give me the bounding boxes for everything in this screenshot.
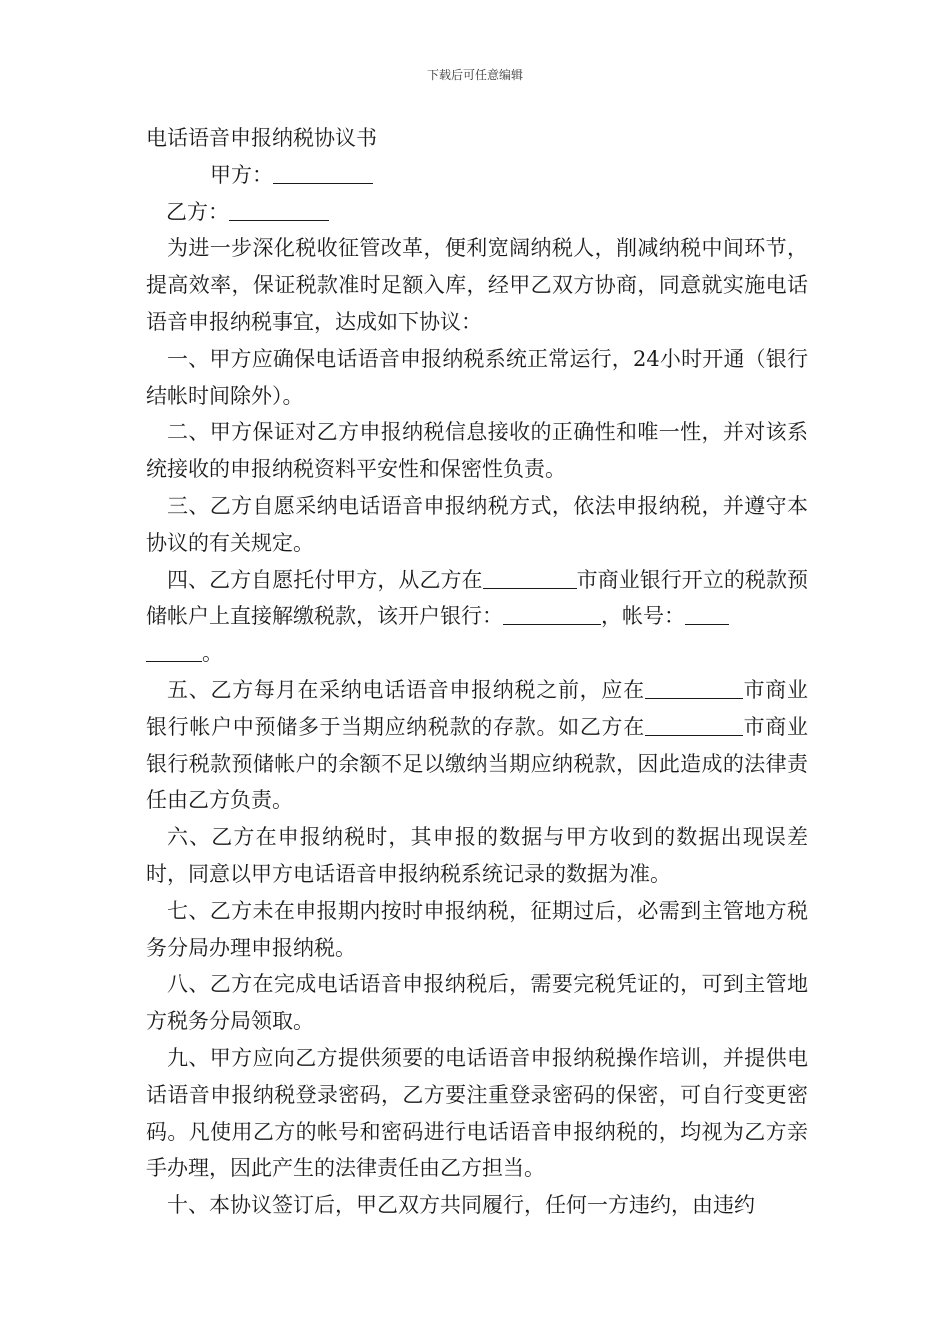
account-blank-cont bbox=[146, 639, 202, 662]
city-blank-3 bbox=[645, 713, 743, 736]
party-a-blank bbox=[273, 161, 373, 184]
clause-4-text-d: 。 bbox=[202, 641, 223, 666]
party-a-label: 甲方： bbox=[210, 162, 273, 187]
clause-4-text-a: 四、乙方自愿托付甲方，从乙方在 bbox=[167, 567, 483, 592]
city-blank bbox=[483, 566, 577, 589]
clause-7: 七、乙方未在申报期内按时申报纳税，征期过后，必需到主管地方税务分局办理申报纳税。 bbox=[146, 898, 808, 960]
intro-paragraph: 为进一步深化税收征管改革，便利宽阔纳税人，削减纳税中间环节，提高效率，保证税款准时足额入库，经甲乙双方协商，同意就实施电话语音申报纳税事宜，达成如下协议： bbox=[146, 236, 808, 334]
clause-8: 八、乙方在完成电话语音申报纳税后，需要完税凭证的，可到主管地方税务分局领取。 bbox=[146, 972, 808, 1034]
document-body bbox=[146, 120, 808, 1224]
clause-1: 一、甲方应确保电话语音申报纳税系统正常运行，24小时开通（银行结帐时间除外）。 bbox=[146, 346, 808, 408]
clause-4-text-c: ，帐号： bbox=[601, 604, 685, 629]
city-blank-2 bbox=[645, 676, 743, 699]
clause-3: 三、乙方自愿采纳电话语音申报纳税方式，依法申报纳税，并遵守本协议的有关规定。 bbox=[146, 493, 808, 555]
clause-9: 九、甲方应向乙方提供须要的电话语音申报纳税操作培训，并提供电话语音申报纳税登录密码，乙方要注重登录密码的保密，可自行变更密码。凡使用乙方的帐号和密码进行电话语音申报纳税的，均视为乙方亲手办理，因此产生的法律责任由乙方担当。 bbox=[146, 1045, 808, 1181]
page-header-note: 下载后可任意编辑 bbox=[426, 68, 523, 82]
party-b-label: 乙方： bbox=[166, 199, 229, 224]
clause-4-text-b: 市商业银行开立的税款预储帐户上直接解缴税款，该开户银行： bbox=[146, 567, 809, 629]
clause-2: 二、甲方保证对乙方申报纳税信息接收的正确性和唯一性，并对该系统接收的申报纳税资料平安性和保密性负责。 bbox=[146, 420, 808, 482]
clause-5-text-a: 五、乙方每月在采纳电话语音申报纳税之前，应在 bbox=[167, 677, 645, 702]
party-b-blank bbox=[229, 198, 329, 221]
clause-5-text-c: 市商业银行税款预储帐户的余额不足以缴纳当期应纳税款，因此造成的法律责任由乙方负责。 bbox=[146, 714, 808, 813]
bank-blank bbox=[503, 602, 601, 625]
clause-10: 十、本协议签订后，甲乙双方共同履行，任何一方违约，由违约 bbox=[167, 1193, 755, 1218]
clause-6: 六、乙方在申报纳税时，其申报的数据与甲方收到的数据出现误差时，同意以甲方电话语音申报纳税系统记录的数据为准。 bbox=[146, 825, 808, 886]
clause-5 bbox=[146, 672, 808, 819]
clause-4 bbox=[146, 562, 808, 672]
party-b-line bbox=[146, 194, 808, 231]
party-a-line bbox=[146, 157, 808, 194]
account-blank bbox=[685, 602, 729, 625]
clause-5-text-b: 市商业银行帐户中预储多于当期应纳税款的存款。如乙方在 bbox=[146, 677, 809, 739]
document-title: 电话语音申报纳税协议书 bbox=[146, 126, 377, 150]
